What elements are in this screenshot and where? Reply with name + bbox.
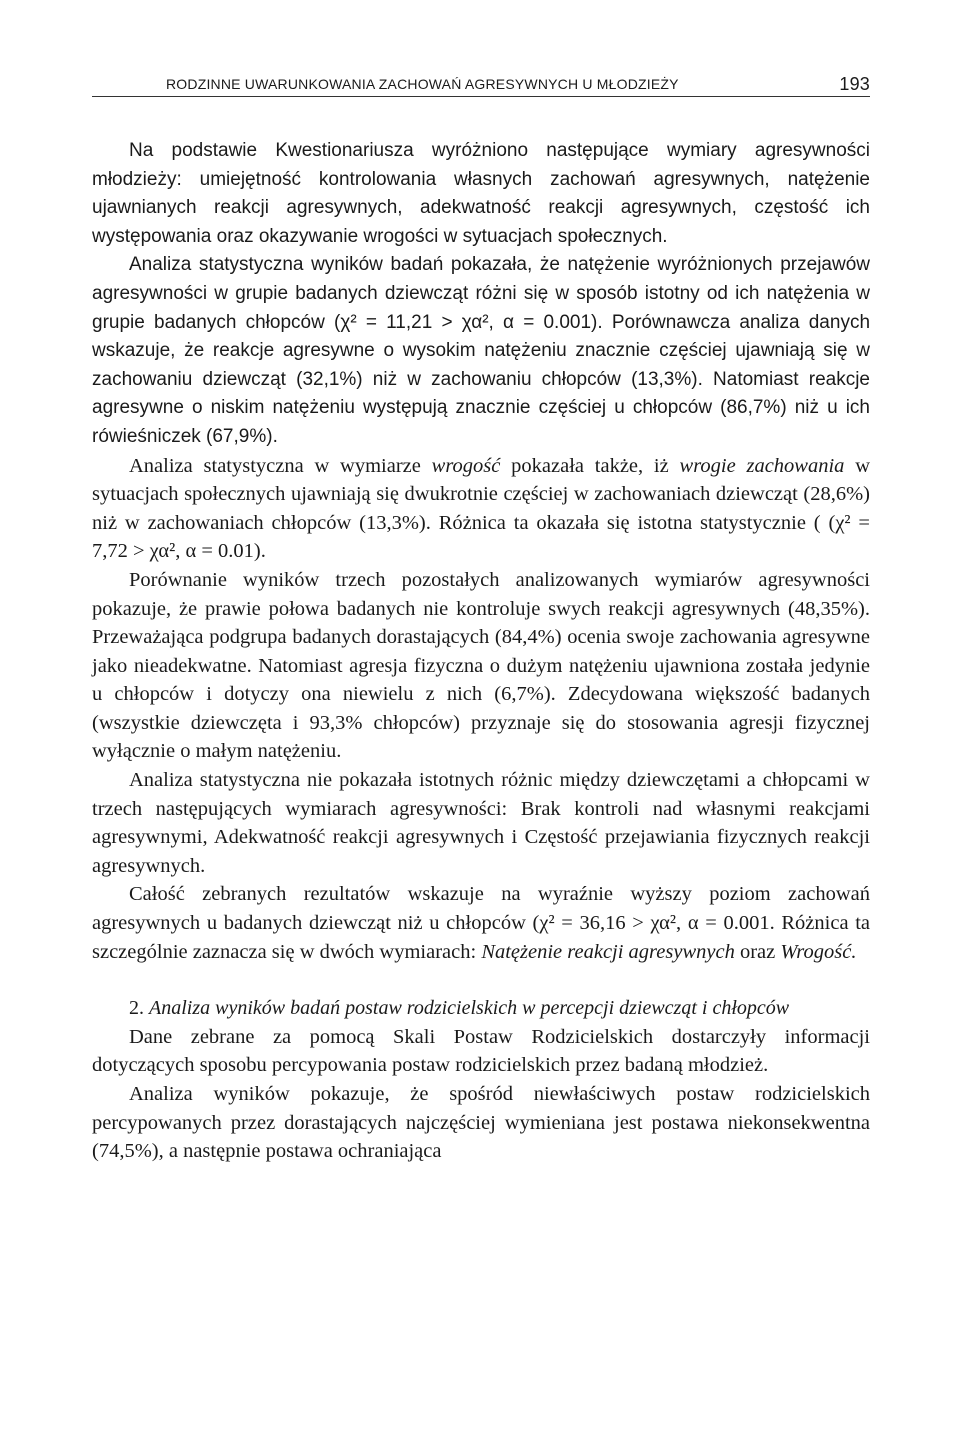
paragraph-attitudes-analysis: Analiza wyników pokazuje, że spośród niewłaściwych postaw rodzicielskich percypowanych przez dorastających najczęściej wymieniana jest postawa niekonsekwentna (74,5%), a następnie postawa ochraniająca [92, 1083, 870, 1163]
book-page [92, 70, 870, 1166]
paragraph-scale-data: Dane zebrane za pomocą Skali Postaw Rodzicielskich dostarczyły informacji dotyczących sposobu percypowania postaw rodzicielskich przez badaną młodzież. [92, 1025, 870, 1077]
section-gap [92, 966, 870, 994]
paragraph-comparison: Porównanie wyników trzech pozostałych analizowanych wymiarów agresywności pokazuje, że prawie połowa badanych nie kontroluje swych reakcji agresywnych (48,35%). Przeważająca podgrupa badanych dorastających (84,4%) ocenia swoje zachowania agresywne jako nieadekwatne. Natomiast agresja fizyczna o dużym natężeniu ujawniona została jedynie u chłopców i dotyczy ona niewielu z nich (6,7%). Zdecydowana większość badanych (wszystkie dziewczęta i 93,3% chłopców) przyznaje się do stosowania agresji fizycznej wyłącznie o małym natężeniu. [92, 568, 870, 763]
emphasis-term: wrogość [431, 454, 501, 477]
page-number: 193 [839, 74, 870, 94]
paragraph-no-differences: Analiza statystyczna nie pokazała istotnych różnic między dziewczętami a chłopcami w trzech następujących wymiarach agresywności: Brak kontroli nad własnymi reakcjami agresywnymi, Adekwatność reakcji agresywnych i Częstość przejawiania fizycznych reakcji agresywnych. [92, 769, 870, 877]
paragraph-text: oraz [739, 940, 776, 963]
paragraph-text: Analiza statystyczna w wymiarze [129, 454, 421, 477]
emphasis-term: Wrogość. [780, 940, 857, 963]
paragraph-dimensions: Na podstawie Kwestionariusza wyróżniono następujące wymiary agresywności młodzieży: umiejętność kontrolowania własnych zachowań agresywnych, natężenie ujawnianych reakcji agresywnych, adekwatność reakcji agresywnych, częstość ich występowania oraz okazywanie wrogości w sytuacjach społecznych. [92, 140, 870, 247]
paragraph-text: Analiza statystyczna wyników badań pokazała, że natężenie wyróżnionych przejawów agresywności w grupie badanych dziewcząt różni się w sposób istotny od ich natężenia w grupie badanych chłopców [92, 254, 870, 333]
section-heading [92, 994, 870, 1023]
running-head [92, 70, 870, 97]
paragraph-text: w sytuacjach społecznych ujawniają się dwukrotnie częściej w zachowaniach dziewcząt (28,6%) niż w zachowaniach chłopców (13,3%). Różnica ta okazała się istotna statystycznie ( (χ² = 7,72 > χα², α = 0.01). [92, 454, 871, 563]
paragraph-text: pokazała także, iż [511, 454, 669, 477]
paragraph-summary [92, 880, 870, 966]
paragraph-text: Porównawcza analiza danych wskazuje, że reakcje agresywne o wysokim natężeniu znacznie częściej ujawniają się w zachowaniu dziewcząt (32,1%) niż w zachowaniu chłopców (13,3%). Natomiast reakcje agresywne o niskim natężeniu występują znacznie częściej u chłopców (86,7%) niż u ich rówieśniczek (67,9%). [92, 311, 871, 447]
paragraph-hostility-analysis [92, 452, 870, 566]
paragraph-intensity-analysis [92, 251, 870, 451]
section-title: Analiza wyników badań postaw rodzicielskich w percepcji dziewcząt i chłopców [149, 997, 790, 1020]
section-number: 2. [129, 997, 144, 1020]
chi-square-formula: (χ² = 11,21 > χα², α = 0.001). [334, 311, 603, 333]
paragraph-text: Całość zebranych rezultatów wskazuje na wyraźnie wyższy poziom zachowań agresywnych u badanych dziewcząt niż u chłopców (χ² = 36,16 > χα², α = 0.001. Różnica ta szczególnie zaznacza się w dwóch wymiarach: [92, 883, 870, 963]
page-body [92, 137, 870, 1166]
emphasis-term: Natężenie reakcji agresywnych [481, 940, 735, 963]
emphasis-term: wrogie zachowania [679, 454, 845, 477]
running-title: RODZINNE UWARUNKOWANIA ZACHOWAŃ AGRESYWNYCH U MŁODZIEŻY [166, 76, 679, 92]
